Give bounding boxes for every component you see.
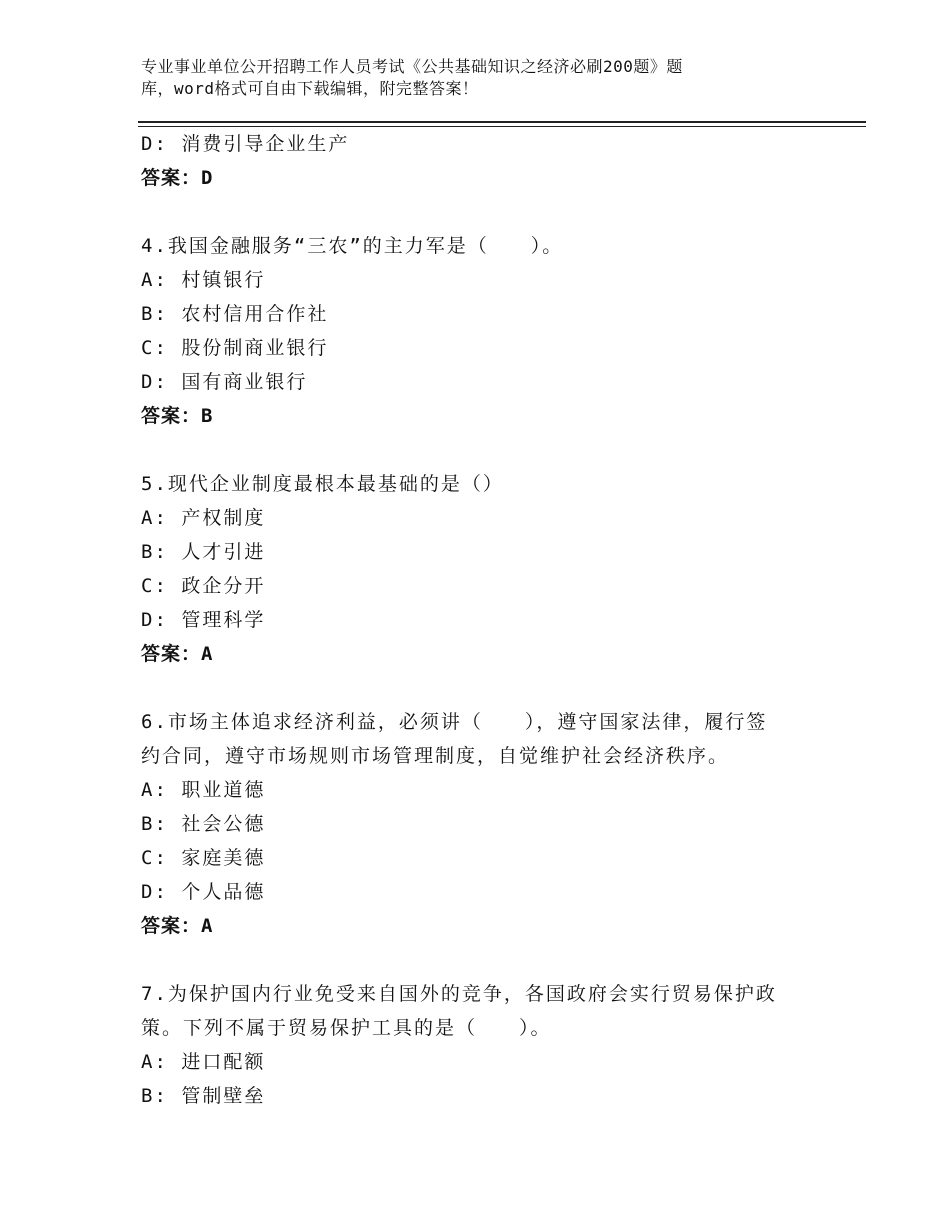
answer: 答案：A [141,915,214,937]
option-c: C: 股份制商业银行 [141,337,329,359]
question-content [141,127,841,1113]
option-d: D: 国有商业银行 [141,371,308,393]
option-c: C: 政企分开 [141,575,266,597]
question-stem-line-1: 7.为保护国内行业免受来自国外的竞争，各国政府会实行贸易保护政 [141,983,777,1005]
option-a: A: 村镇银行 [141,269,266,291]
question-5 [141,467,841,671]
option-a: A: 进口配额 [141,1051,266,1073]
question-7 [141,977,841,1113]
option-a: A: 职业道德 [141,779,266,801]
question-4 [141,229,841,433]
question-6 [141,705,841,943]
answer: 答案：B [141,405,214,427]
option-b: B: 农村信用合作社 [141,303,329,325]
option-a: A: 产权制度 [141,507,266,529]
prev-answer: 答案：D [141,167,214,189]
question-stem-line-1: 6.市场主体追求经济利益，必须讲（ ），遵守国家法律，履行签 [141,711,768,733]
question-stem: 5.现代企业制度最根本最基础的是（） [141,473,504,495]
option-c: C: 家庭美德 [141,847,266,869]
option-b: B: 人才引进 [141,541,266,563]
document-header [141,56,781,100]
header-line-1: 专业事业单位公开招聘工作人员考试《公共基础知识之经济必刷200题》题 [141,57,683,76]
option-d: D: 个人品德 [141,881,266,903]
prev-option-d: D: 消费引导企业生产 [141,133,350,155]
option-b: B: 管制壁垒 [141,1085,266,1107]
header-line-2: 库，word格式可自由下载编辑，附完整答案！ [141,79,479,98]
question-stem-line-2: 约合同，遵守市场规则市场管理制度，自觉维护社会经济秩序。 [141,745,730,767]
option-b: B: 社会公德 [141,813,266,835]
answer: 答案：A [141,643,214,665]
header-rule-thick [138,121,866,123]
question-stem: 4.我国金融服务“三农”的主力军是（ ）。 [141,235,564,257]
option-d: D: 管理科学 [141,609,266,631]
question-stem-line-2: 策。下列不属于贸易保护工具的是（ ）。 [141,1017,552,1039]
